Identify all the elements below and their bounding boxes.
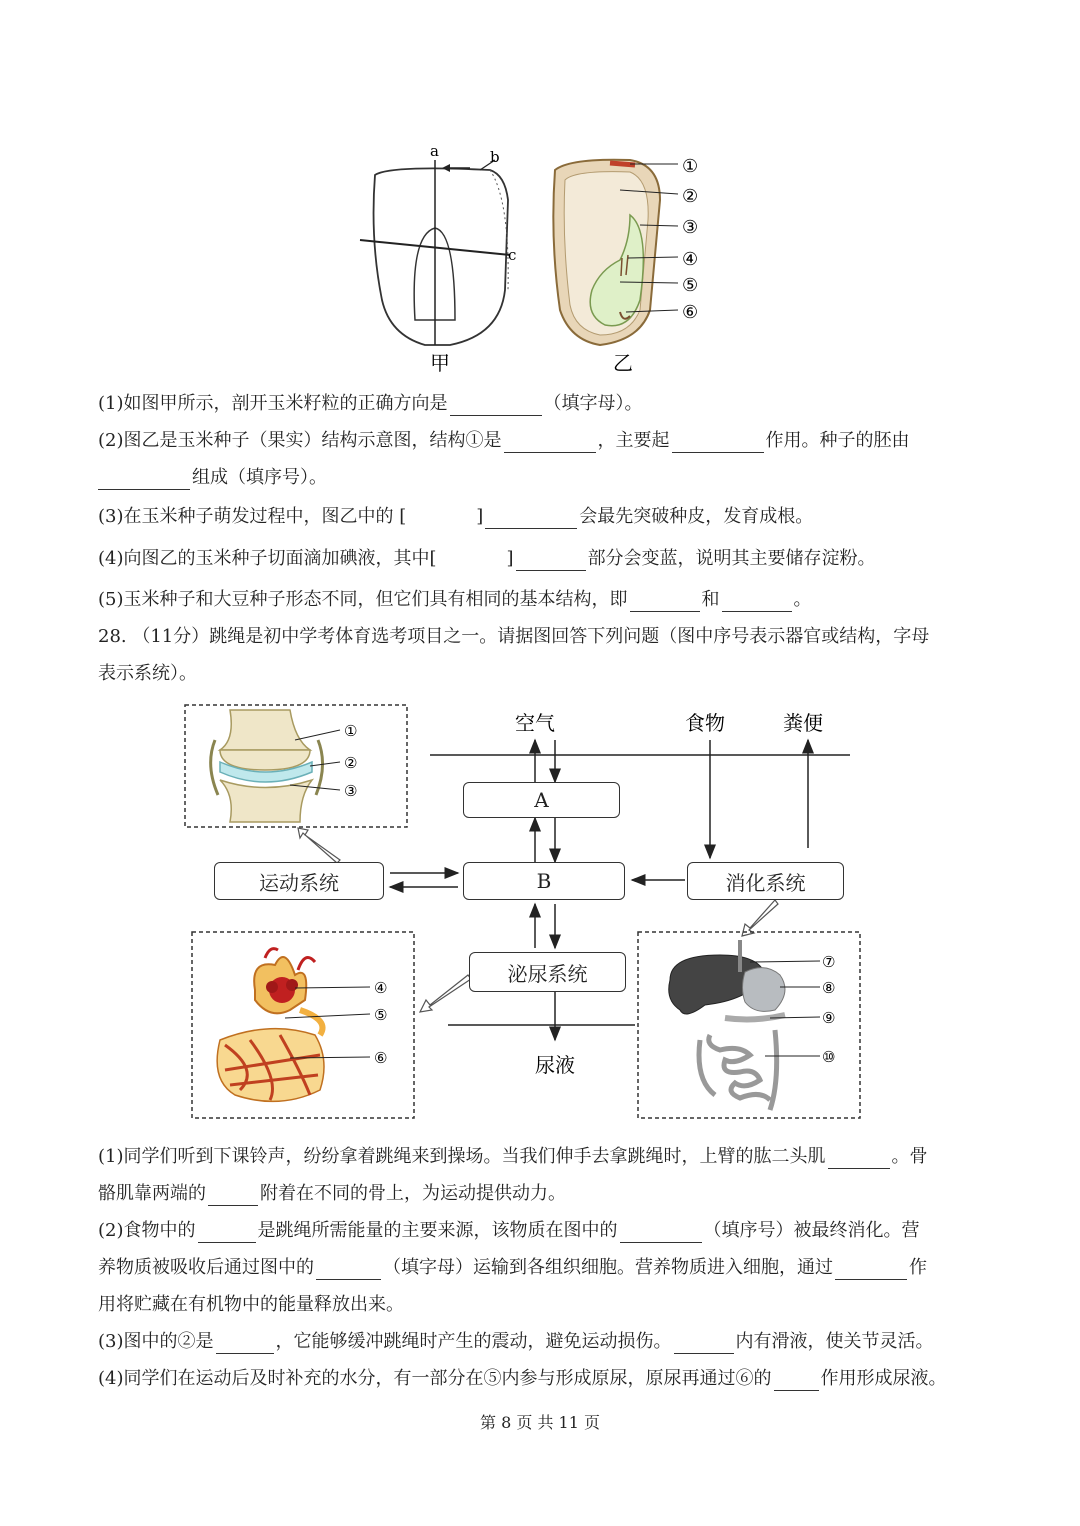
- q27-part3: (3)在玉米种子萌发过程中，图乙中的 [ ] 会最先突破种皮，发育成根。: [98, 506, 814, 527]
- caption-jia: 甲: [430, 351, 450, 375]
- yi-label-3: ③: [682, 217, 699, 238]
- system-box-a: A: [463, 782, 620, 818]
- air-label: 空气: [515, 711, 555, 735]
- digest-label-7: ⑦: [822, 953, 836, 971]
- corn-kernel-diagram-jia: [360, 160, 510, 345]
- answer-blank[interactable]: [485, 508, 577, 529]
- q27-part2-cont: 组成（填序号）。: [98, 466, 327, 490]
- answer-blank[interactable]: [98, 469, 190, 490]
- q28-part2-cont: 养物质被吸收后通过图中的 （填字母）运输到各组织细胞。营养物质进入细胞，通过 作: [98, 1257, 927, 1278]
- yi-label-2: ②: [682, 186, 699, 207]
- label-a: a: [430, 142, 439, 160]
- q27-part1: (1)如图甲所示，剖开玉米籽粒的正确方向是 （填字母）。: [98, 393, 643, 414]
- q28-title: 28. （11分）跳绳是初中学考体育选考项目之一。请据图回答下列问题（图中序号表示器官或结构，字母: [98, 626, 930, 647]
- answer-blank[interactable]: [316, 1259, 381, 1280]
- corn-seed-section-yi: [553, 160, 660, 345]
- urine-label: 尿液: [535, 1053, 575, 1077]
- answer-blank[interactable]: [208, 1185, 258, 1206]
- joint-illustration: [211, 710, 323, 822]
- seed-figure: [330, 140, 750, 380]
- answer-blank[interactable]: [516, 550, 586, 571]
- system-box-b: B: [463, 862, 625, 900]
- q27-part4: (4)向图乙的玉米种子切面滴加碘液，其中[ ] 部分会变蓝，说明其主要储存淀粉。: [98, 548, 876, 569]
- answer-blank[interactable]: [630, 591, 700, 612]
- answer-blank[interactable]: [216, 1333, 274, 1354]
- kidney-label-4: ④: [374, 979, 388, 997]
- answer-blank[interactable]: [198, 1222, 256, 1243]
- label-c: c: [508, 246, 517, 264]
- q28-part4: (4)同学们在运动后及时补充的水分，有一部分在⑤内参与形成原尿，原尿再通过⑥的 作用形成尿液。: [98, 1368, 947, 1389]
- yi-label-1: ①: [682, 156, 699, 177]
- q28-part1: (1)同学们听到下课铃声，纷纷拿着跳绳来到操场。当我们伸手去拿跳绳时，上臂的肱二头肌 。骨: [98, 1146, 928, 1167]
- nephron-illustration: [217, 949, 324, 1102]
- answer-blank[interactable]: [835, 1259, 907, 1280]
- yi-label-6: ⑥: [682, 302, 699, 323]
- caption-yi: 乙: [613, 351, 633, 375]
- urinary-system-box: 泌尿系统: [469, 952, 626, 992]
- food-label: 食物: [685, 711, 725, 735]
- answer-blank[interactable]: [828, 1148, 890, 1169]
- kidney-label-6: ⑥: [374, 1049, 388, 1067]
- q27-part2: (2)图乙是玉米种子（果实）结构示意图，结构①是 ，主要起 作用。种子的胚由: [98, 430, 910, 451]
- digest-label-9: ⑨: [822, 1009, 836, 1027]
- body-systems-diagram: [180, 700, 870, 1125]
- q28-part3: (3)图中的②是 ，它能够缓冲跳绳时产生的震动，避免运动损伤。 内有滑液，使关节灵活。: [98, 1331, 934, 1352]
- q28-part2: (2)食物中的 是跳绳所需能量的主要来源，该物质在图中的 （填序号）被最终消化。营: [98, 1220, 920, 1241]
- q28-title-cont: 表示系统）。: [98, 663, 197, 684]
- answer-blank[interactable]: [672, 432, 764, 453]
- kidney-label-5: ⑤: [374, 1006, 388, 1024]
- answer-blank[interactable]: [774, 1370, 819, 1391]
- answer-blank[interactable]: [450, 395, 542, 416]
- digestive-system-box: 消化系统: [687, 862, 844, 900]
- digest-label-10: ⑩: [822, 1048, 836, 1066]
- label-b: b: [490, 148, 500, 166]
- feces-label: 粪便: [783, 711, 823, 735]
- digest-label-8: ⑧: [822, 979, 836, 997]
- answer-blank[interactable]: [674, 1333, 734, 1354]
- page-footer: 第 8 页 共 11 页: [480, 1413, 600, 1432]
- joint-label-2: ②: [344, 754, 358, 772]
- motion-system-box: 运动系统: [214, 862, 384, 900]
- answer-blank[interactable]: [722, 591, 792, 612]
- answer-blank[interactable]: [504, 432, 596, 453]
- q28-part1-cont: 骼肌靠两端的 附着在不同的骨上，为运动提供动力。: [98, 1183, 566, 1204]
- yi-label-4: ④: [682, 249, 699, 270]
- joint-label-3: ③: [344, 782, 358, 800]
- yi-label-5: ⑤: [682, 275, 699, 296]
- joint-label-1: ①: [344, 722, 358, 740]
- q27-part5: (5)玉米种子和大豆种子形态不同，但它们具有相同的基本结构，即 和 。: [98, 589, 812, 610]
- digestive-organs-illustration: [669, 940, 785, 1110]
- q28-part2-cont2: 用将贮藏在有机物中的能量释放出来。: [98, 1294, 404, 1315]
- answer-blank[interactable]: [620, 1222, 702, 1243]
